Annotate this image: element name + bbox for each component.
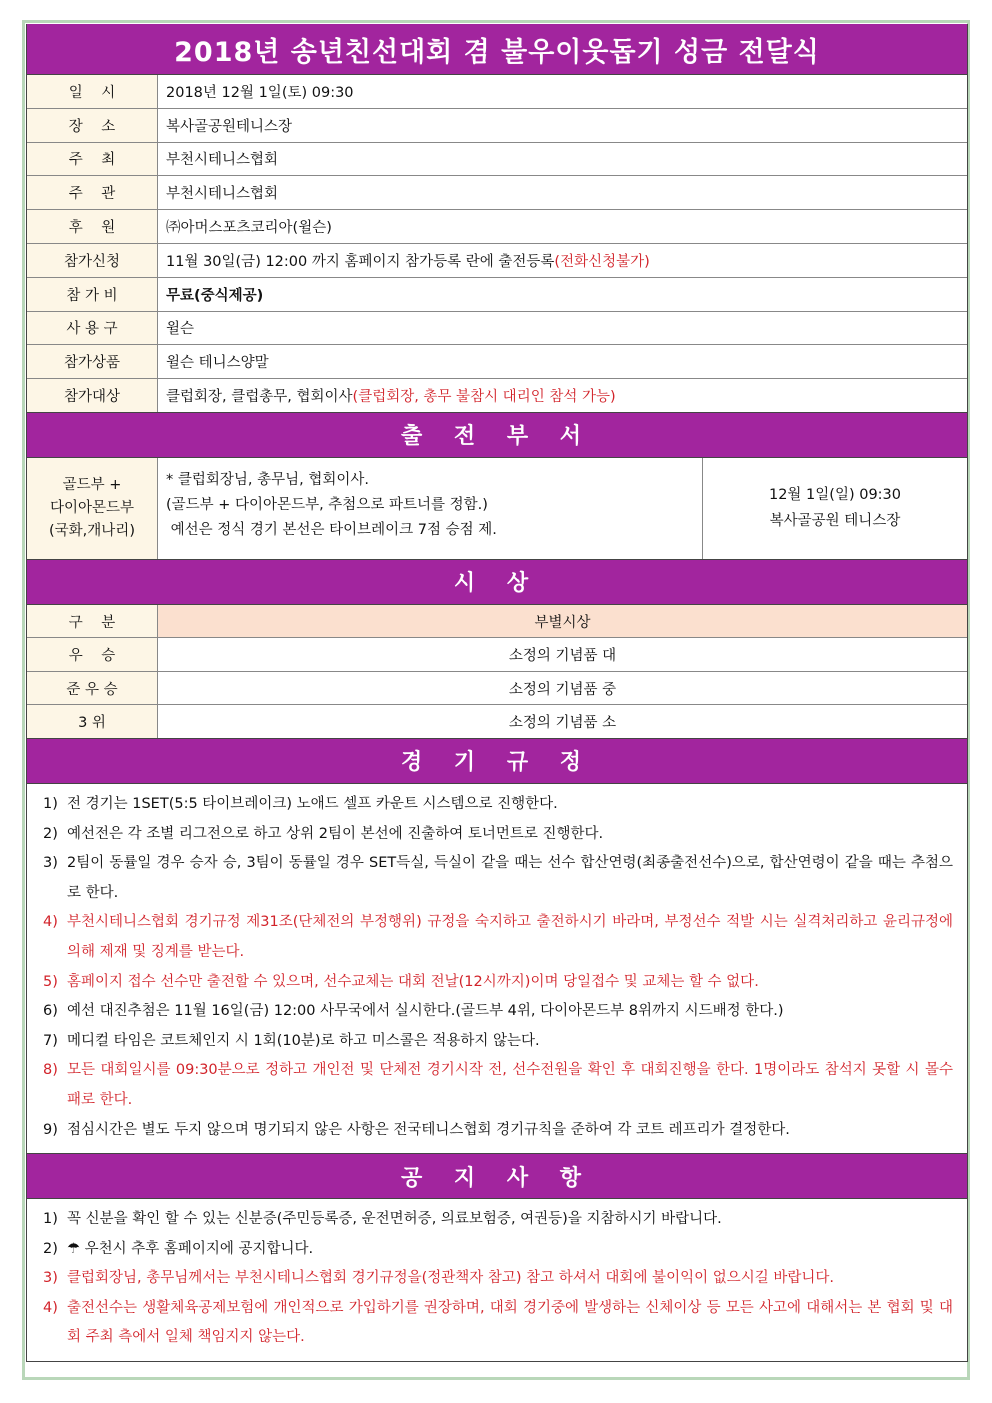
division-detail-line: 예선은 정식 경기 본선은 타이브레이크 7점 승점 제.: [166, 521, 497, 538]
rule-item-text: 점심시간은 별도 두지 않으며 명기되지 않은 사항은 전국테니스협회 경기규칙을 준하여 각 코트 레프리가 결정한다.: [67, 1121, 790, 1138]
info-row-datetime: [27, 75, 967, 109]
notice-item-text: 꼭 신분을 확인 할 수 있는 신분증(주민등록증, 운전면허증, 의료보험증, 여권등)을 지참하시기 바랍니다.: [67, 1211, 722, 1228]
awards-table: [27, 605, 967, 738]
rule-item-text: 모든 대회일시를 09:30분으로 정하고 개인전 및 단체전 경기시작 전, 선수전원을 확인 후 대회진행을 한다. 1명이라도 참석지 못할 시 몰수 패로 한다.: [67, 1062, 953, 1108]
event-info-table: [27, 75, 967, 412]
info-row-host: [27, 143, 967, 177]
rule-item: [43, 968, 953, 998]
info-label: 참 가 비: [27, 278, 158, 311]
notice-item-text: ☂ 우천시 추후 홈페이지에 공지합니다.: [67, 1240, 314, 1257]
info-value: [158, 244, 967, 277]
rule-item: [43, 1116, 953, 1146]
award-prize: 소정의 기념품 대: [158, 638, 967, 671]
info-label: 주 관: [27, 176, 158, 209]
info-label: 참가신청: [27, 244, 158, 277]
rules-list: [27, 784, 967, 1153]
division-line: (국화,개나리): [49, 522, 135, 539]
division-detail-line: * 클럽회장님, 총무님, 협회이사.: [166, 471, 369, 488]
award-rank: 우 승: [27, 638, 158, 671]
notice-item-text: 클럽회장님, 총무님께서는 부천시테니스협회 경기규정을(정관책자 참고) 참고 하셔서 대회에 불이익이 없으시길 바랍니다.: [67, 1270, 834, 1287]
rule-item-text: 홈페이지 접수 선수만 출전할 수 있으며, 선수교체는 대회 전날(12시까지)이며 당일접수 및 교체는 할 수 없다.: [67, 973, 759, 990]
schedule-line: 12월 1일(일) 09:30: [768, 487, 901, 504]
info-label: 참가대상: [27, 379, 158, 412]
rule-item: [43, 1056, 953, 1115]
info-row-registration: [27, 244, 967, 278]
rule-item-text: 예선 대진추첨은 11월 16일(금) 12:00 사무국에서 실시한다.(골드부 4위, 다이아몬드부 8위까지 시드배정 한다.): [67, 1003, 784, 1020]
entry-division-row: [27, 458, 967, 560]
notice-item-number: 4): [43, 1299, 58, 1316]
rule-item-number: 6): [43, 1003, 58, 1020]
rule-item-number: 1): [43, 795, 58, 812]
rule-item-number: 9): [43, 1121, 58, 1138]
rule-item-number: 2): [43, 825, 58, 842]
info-row-organizer: [27, 176, 967, 210]
rule-item: [43, 997, 953, 1027]
document-title: 2018년 송년친선대회 겸 불우이웃돕기 성금 전달식: [27, 24, 967, 75]
section-heading-entry: 출 전 부 서: [27, 412, 967, 458]
info-label: 장 소: [27, 109, 158, 142]
notice-list: [27, 1199, 967, 1361]
registration-note: (전화신청불가): [554, 253, 650, 270]
info-value: 복사골공원테니스장: [158, 109, 967, 142]
notice-item-number: 3): [43, 1270, 58, 1287]
info-value: [158, 379, 967, 412]
rule-item-text: 메디컬 타임은 코트체인지 시 1회(10분)로 하고 미스콜은 적용하지 않는다.: [67, 1032, 540, 1049]
eligibility-text: 클럽회장, 클럽총무, 협회이사: [166, 389, 353, 406]
rule-item-text: 예선전은 각 조별 리그전으로 하고 상위 2팀이 본선에 진출하여 토너먼트로 진행한다.: [67, 825, 604, 842]
award-prize: 소정의 기념품 중: [158, 672, 967, 705]
division-details: [158, 458, 703, 559]
info-row-eligibility: [27, 379, 967, 412]
info-value: 2018년 12월 1일(토) 09:30: [158, 75, 967, 108]
info-row-gift: [27, 345, 967, 379]
awards-header-label: 구 분: [27, 605, 158, 638]
info-value: 부천시테니스협회: [158, 176, 967, 209]
awards-row: [27, 672, 967, 706]
section-heading-notice: 공 지 사 항: [27, 1153, 967, 1199]
division-name: [27, 458, 158, 559]
notice-item: [43, 1264, 953, 1294]
division-line: 골드부 +: [62, 476, 122, 493]
section-heading-rules: 경 기 규 정: [27, 738, 967, 784]
info-value: 윌슨 테니스양말: [158, 345, 967, 378]
info-label: 주 최: [27, 143, 158, 176]
notice-item: [43, 1294, 953, 1353]
info-row-sponsor: [27, 210, 967, 244]
info-label: 참가상품: [27, 345, 158, 378]
rule-item: [43, 908, 953, 967]
info-label: 일 시: [27, 75, 158, 108]
section-heading-awards: 시 상: [27, 560, 967, 605]
rule-item-text: 부천시테니스협회 경기규정 제31조(단체전의 부정행위) 규정을 숙지하고 출전하시기 바라며, 부정선수 적발 시는 실격처리하고 윤리규정에 의해 제재 및 징계를 받는다.: [67, 914, 953, 960]
awards-header-row: [27, 605, 967, 639]
info-row-venue: [27, 109, 967, 143]
event-document: [26, 24, 968, 1362]
info-label: 사 용 구: [27, 312, 158, 345]
rule-item: [43, 790, 953, 820]
registration-text: 11월 30일(금) 12:00 까지 홈페이지 참가등록 란에 출전등록: [166, 253, 555, 270]
info-value: ㈜아머스포츠코리아(윌슨): [158, 210, 967, 243]
division-line: 다이아몬드부: [49, 499, 135, 516]
rule-item-number: 5): [43, 973, 58, 990]
rule-item-number: 4): [43, 914, 58, 931]
awards-header-value: 부별시상: [158, 605, 967, 638]
rule-item: [43, 820, 953, 850]
schedule-line: 복사골공원 테니스장: [769, 513, 901, 530]
notice-item: [43, 1205, 953, 1235]
rule-item: [43, 1027, 953, 1057]
info-value: 부천시테니스협회: [158, 143, 967, 176]
info-row-equipment: [27, 312, 967, 346]
notice-item-text: 출전선수는 생활체육공제보험에 개인적으로 가입하기를 권장하며, 대회 경기중에 발생하는 신체이상 등 모든 사고에 대해서는 본 협회 및 대회 주최 측에서 일체 책임지지 않는다.: [67, 1299, 953, 1346]
rule-item: [43, 849, 953, 908]
info-row-fee: [27, 278, 967, 312]
notice-item-number: 1): [43, 1211, 58, 1228]
info-value: 윌슨: [158, 312, 967, 345]
awards-row: [27, 638, 967, 672]
eligibility-note: (클럽회장, 총무 불참시 대리인 참석 가능): [352, 389, 616, 406]
notice-item: [43, 1235, 953, 1265]
award-rank: 3 위: [27, 705, 158, 738]
notice-item-number: 2): [43, 1240, 58, 1257]
award-rank: 준 우 승: [27, 672, 158, 705]
info-value: 무료(중식제공): [158, 278, 967, 311]
award-prize: 소정의 기념품 소: [158, 705, 967, 738]
division-detail-line: (골드부 + 다이아몬드부, 추첨으로 파트너를 정함.): [166, 496, 488, 513]
rule-item-number: 7): [43, 1032, 58, 1049]
info-label: 후 원: [27, 210, 158, 243]
division-schedule: [703, 458, 967, 559]
awards-row: [27, 705, 967, 738]
rule-item-number: 3): [43, 855, 58, 872]
rule-item-number: 8): [43, 1062, 58, 1079]
rule-item-text: 전 경기는 1SET(5:5 타이브레이크) 노애드 셀프 카운트 시스템으로 진행한다.: [67, 795, 558, 812]
rule-item-text: 2팀이 동률일 경우 승자 승, 3팀이 동률일 경우 SET득실, 득실이 같을 때는 선수 합산연령(최종출전선수)으로, 합산연령이 같을 때는 추첨으로 한다.: [67, 855, 953, 901]
